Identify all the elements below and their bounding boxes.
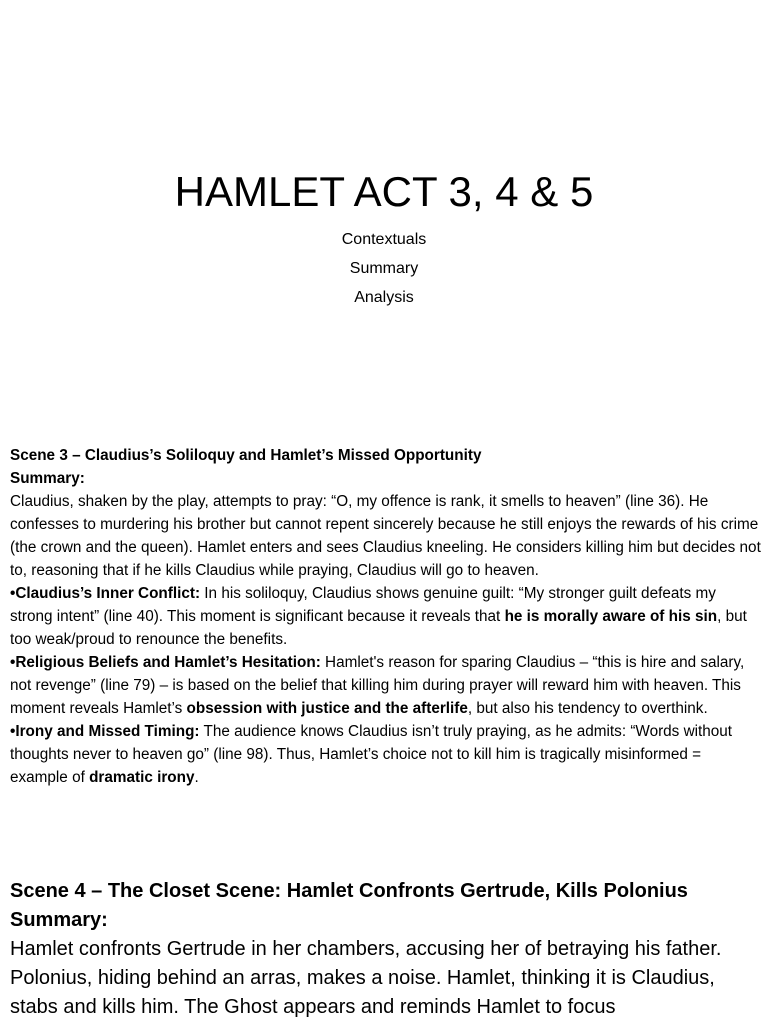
scene-3-point-religious-beliefs [10,651,762,720]
scene-3-section [10,444,762,789]
scene-4-heading: Scene 4 – The Closet Scene: Hamlet Confronts Gertrude, Kills Polonius [10,880,688,902]
subtitle-analysis: Analysis [354,289,414,306]
point-label: •Religious Beliefs and Hamlet’s Hesitation: [10,654,321,671]
scene-3-point-irony [10,720,762,789]
scene-4-section [10,877,762,1022]
point-emphasis: obsession with justice and the afterlife [186,700,468,717]
subtitle-summary: Summary [349,260,419,277]
subtitle-contextuals: Contextuals [341,231,427,248]
point-label: •Irony and Missed Timing: [10,723,200,740]
point-text: The audience knows Claudius isn’t truly praying, as he admits: “Words without thoughts never to heaven go” (line 98). Thus, Hamlet’s choice not to kill him is tragically misinformed = example of [10,723,733,786]
scene-3-point-inner-conflict [10,582,762,651]
point-text-end: , but too weak/proud to renounce the benefits. [10,608,747,648]
point-text: Hamlet's reason for sparing Claudius – “this is hire and salary, not revenge” (line 79) – is based on the belief that killing him during prayer will reward him with heaven. This moment reveals Hamlet’s [10,654,745,717]
point-text-end: . [194,769,199,786]
point-label: •Claudius’s Inner Conflict: [10,585,201,602]
point-text: In his soliloquy, Claudius shows genuine guilt: “My stronger guilt defeats my strong intent” (line 40). This moment is significant because it reveals that [10,585,716,625]
point-emphasis: he is morally aware of his sin [504,608,718,625]
subtitle-list [0,228,768,315]
page-title: HAMLET ACT 3, 4 & 5 [174,168,594,215]
scene-4-summary: Hamlet confronts Gertrude in her chambers, accusing her of betraying his father. Polonius, hiding behind an arras, makes a noise. Hamlet, thinking it is Claudius, stabs and kills him. The Ghost appears and reminds Hamlet to focus [10,938,722,1018]
scene-3-heading: Scene 3 – Claudius’s Soliloquy and Hamlet’s Missed Opportunity [10,447,482,464]
scene-3-summary: Claudius, shaken by the play, attempts to pray: “O, my offence is rank, it smells to heaven” (line 36). He confesses to murdering his brother but cannot repent sincerely because he still enjoys the rewards of his crime (the crown and the queen). Hamlet enters and sees Claudius kneeling. He considers killing him but decides not to, reasoning that if he kills Claudius while praying, Claudius will go to heaven. [10,493,761,579]
point-text-end: , but also his tendency to overthink. [467,700,708,717]
title-slide [0,0,768,430]
point-emphasis: dramatic irony [89,769,195,786]
scene-4-summary-label: Summary: [10,909,108,931]
scene-3-summary-label: Summary: [10,470,85,487]
